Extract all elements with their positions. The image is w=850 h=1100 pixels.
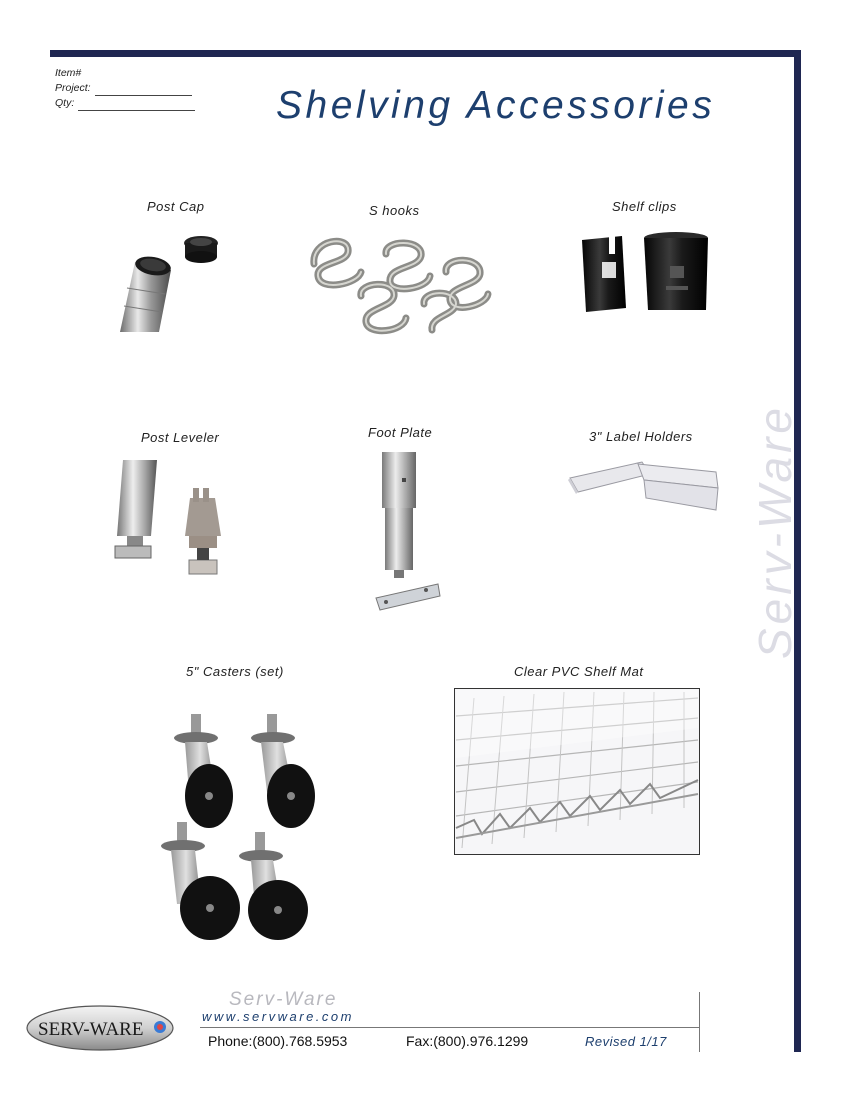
caster-3 <box>161 822 240 940</box>
caption-shelf-clips: Shelf clips <box>612 199 677 214</box>
logo-text: SERV-WARE <box>38 1019 144 1040</box>
project-label: Project: <box>55 82 91 94</box>
qty-field <box>55 96 195 111</box>
shelf-clips-image <box>576 228 721 318</box>
post-cap-image <box>115 228 240 334</box>
footer-vertical-line <box>699 992 700 1052</box>
caption-label-holders: 3" Label Holders <box>589 429 693 444</box>
foot-plate-image <box>368 450 443 612</box>
serv-ware-logo <box>26 1005 174 1051</box>
footer-divider-line <box>200 1027 700 1028</box>
footer-fax: Fax:(800).976.1299 <box>406 1033 529 1049</box>
caption-casters: 5" Casters (set) <box>186 664 284 679</box>
label-holders-image <box>566 458 724 524</box>
footer-phone: Phone:(800).768.5953 <box>208 1033 348 1049</box>
top-border-bar <box>50 50 800 57</box>
caption-post-cap: Post Cap <box>147 199 205 214</box>
caster-4 <box>239 832 308 940</box>
footer-revised-date: Revised 1/17 <box>585 1034 667 1049</box>
casters-image <box>155 712 335 944</box>
project-field <box>55 81 195 96</box>
item-label: Item# <box>55 67 82 79</box>
project-blank-line <box>95 86 192 96</box>
caption-shelf-mat: Clear PVC Shelf Mat <box>514 664 644 679</box>
caster-2 <box>251 714 315 828</box>
page-title: Shelving Accessories <box>276 84 716 127</box>
caption-foot-plate: Foot Plate <box>368 425 433 440</box>
item-field <box>55 66 195 81</box>
qty-blank-line <box>78 101 195 111</box>
spec-fields <box>55 66 195 111</box>
footer-website-link[interactable]: www.servware.com <box>202 1009 354 1024</box>
footer-brand-name: Serv-Ware <box>229 989 338 1010</box>
caster-1 <box>174 714 233 828</box>
qty-label: Qty: <box>55 97 75 109</box>
shelf-mat-image <box>454 688 700 855</box>
post-leveler-image <box>105 456 235 576</box>
brand-watermark: Serv-Ware <box>749 404 801 659</box>
caption-s-hooks: S hooks <box>369 203 420 218</box>
s-hooks-image <box>306 234 496 344</box>
caption-post-leveler: Post Leveler <box>141 430 220 445</box>
